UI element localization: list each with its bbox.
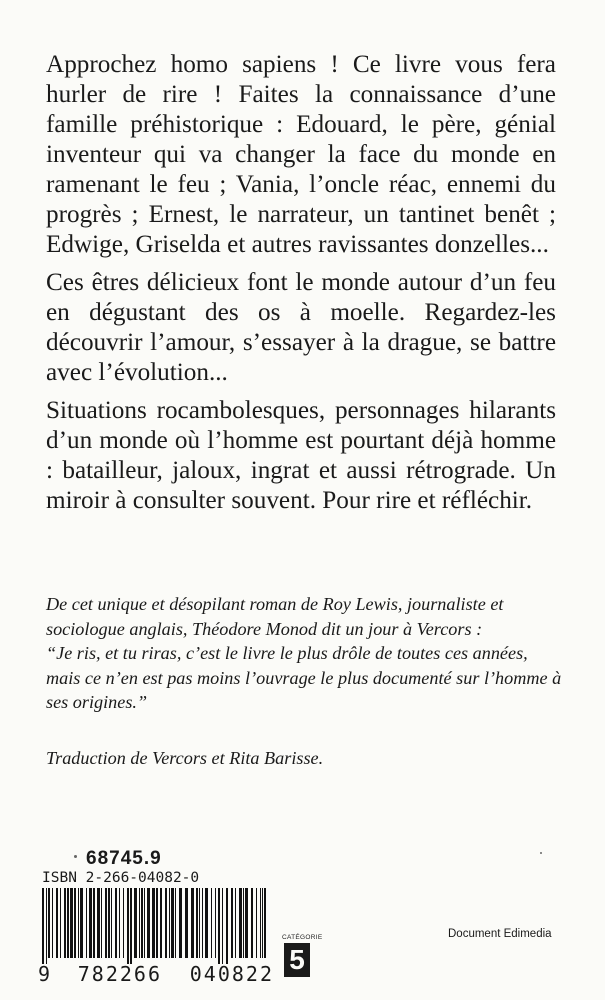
barcode-bar [101,888,102,958]
barcode-bar [147,888,150,958]
barcode-bar [191,888,194,958]
barcode-bar [97,888,100,958]
barcode-bar [89,888,92,958]
barcode-bar [215,888,216,958]
barcode-bar [134,888,137,958]
barcode-bar [243,888,244,958]
quote-block [46,592,566,715]
barcode-bar [235,888,236,958]
barcode-bar [93,888,95,958]
category-label: CATÉGORIE [282,934,323,941]
barcode-bar [160,888,162,958]
barcode-bar [231,888,233,958]
barcode-bar [171,888,174,958]
ean-first-digit: 9 [38,962,51,986]
barcode-bar [67,888,69,958]
barcode-bar [78,888,79,958]
barcode-bar [226,888,228,964]
quote-text: “Je ris, et tu riras, c’est le livre le plus drôle de toutes ces années, mais ce n’en est pas moins l’ouvrage le plus documenté sur l’homme à ses origines.” [46,643,562,712]
barcode-bar [115,888,117,958]
photo-credit: Document Edimedia [448,928,552,940]
print-speck [540,852,542,854]
barcode-bar [169,888,170,958]
barcode-bar [46,888,47,964]
barcode-bar [256,888,257,958]
ean-left-group: 782266 [77,962,163,986]
barcode-bar [245,888,248,958]
barcode-bar [119,888,120,958]
barcode-bar [152,888,155,958]
barcode-bar [130,888,132,964]
barcode-bar [42,888,44,964]
print-speck [74,855,77,858]
isbn: ISBN 2-266-04082-0 [42,870,200,886]
barcode-bar [127,888,129,964]
blurb-paragraph-2: Ces êtres délicieux font le monde autour d’un feu en dégustant des os à moelle. Regardez-les découvrir l’amour, s’essayer à la drague, se battre avec l’évolution... [46,269,556,386]
barcode [40,888,270,964]
barcode-bar [239,888,242,958]
barcode-bar [260,888,261,958]
barcode-bar [86,888,87,958]
catalog-code: 68745.9 [86,848,162,869]
barcode-bar [156,888,158,958]
barcode-bar [222,888,223,964]
barcode-bar [251,888,253,958]
barcode-bar [175,888,176,958]
barcode-bar [199,888,200,958]
barcode-bar [262,888,263,958]
barcode-bar [105,888,107,958]
barcode-bar [64,888,66,958]
barcode-bar [139,888,140,958]
barcode-bar [141,888,143,958]
category-badge: 5 [284,943,310,977]
barcode-bar [179,888,182,958]
barcode-bar [56,888,58,958]
barcode-bar [80,888,83,958]
translation-credit: Traduction de Vercors et Rita Barisse. [46,748,324,768]
barcode-bar [196,888,198,958]
barcode-bar [60,888,61,958]
barcode-bar [52,888,53,958]
barcode-bar [264,888,266,958]
blurb-paragraph-3: Situations rocambolesques, personnages hilarants d’un monde où l’homme est pourtant déjà homme : batailleur, jaloux, ingrat et aussi rétrograde. Un miroir à consulter souvent. Pour rire et réfléchir. [46,397,556,514]
blurb [46,50,556,524]
barcode-bar [185,888,188,958]
barcode-bar [218,888,220,964]
barcode-bar [144,888,145,958]
barcode-bar [211,888,212,958]
barcode-bar [205,888,208,958]
quote-intro: De cet unique et désopilant roman de Roy Lewis, journaliste et sociologue anglais, Théodore Monod dit un jour à Vercors : [46,594,504,639]
blurb-paragraph-1: Approchez homo sapiens ! Ce livre vous fera hurler de rire ! Faites la connaissance d’une famille préhistorique : Edouard, le père, génial inventeur qui va changer la face du monde en ramenant le feu ; Vania, l’oncle réac, ennemi du progrès ; Ernest, le narrateur, un tantinet benêt ; Edwige, Griselda et autres ravissantes donzelles... [46,51,556,258]
barcode-bar [48,888,50,958]
barcode-bar [202,888,203,958]
barcode-bar [108,888,110,958]
barcode-bar [123,888,124,958]
barcode-bar [165,888,167,958]
barcode-bar [74,888,76,958]
ean-right-group: 040822 [189,962,274,986]
ean-digits [38,962,274,986]
barcode-bar [111,888,112,958]
barcode-bar [70,888,73,958]
